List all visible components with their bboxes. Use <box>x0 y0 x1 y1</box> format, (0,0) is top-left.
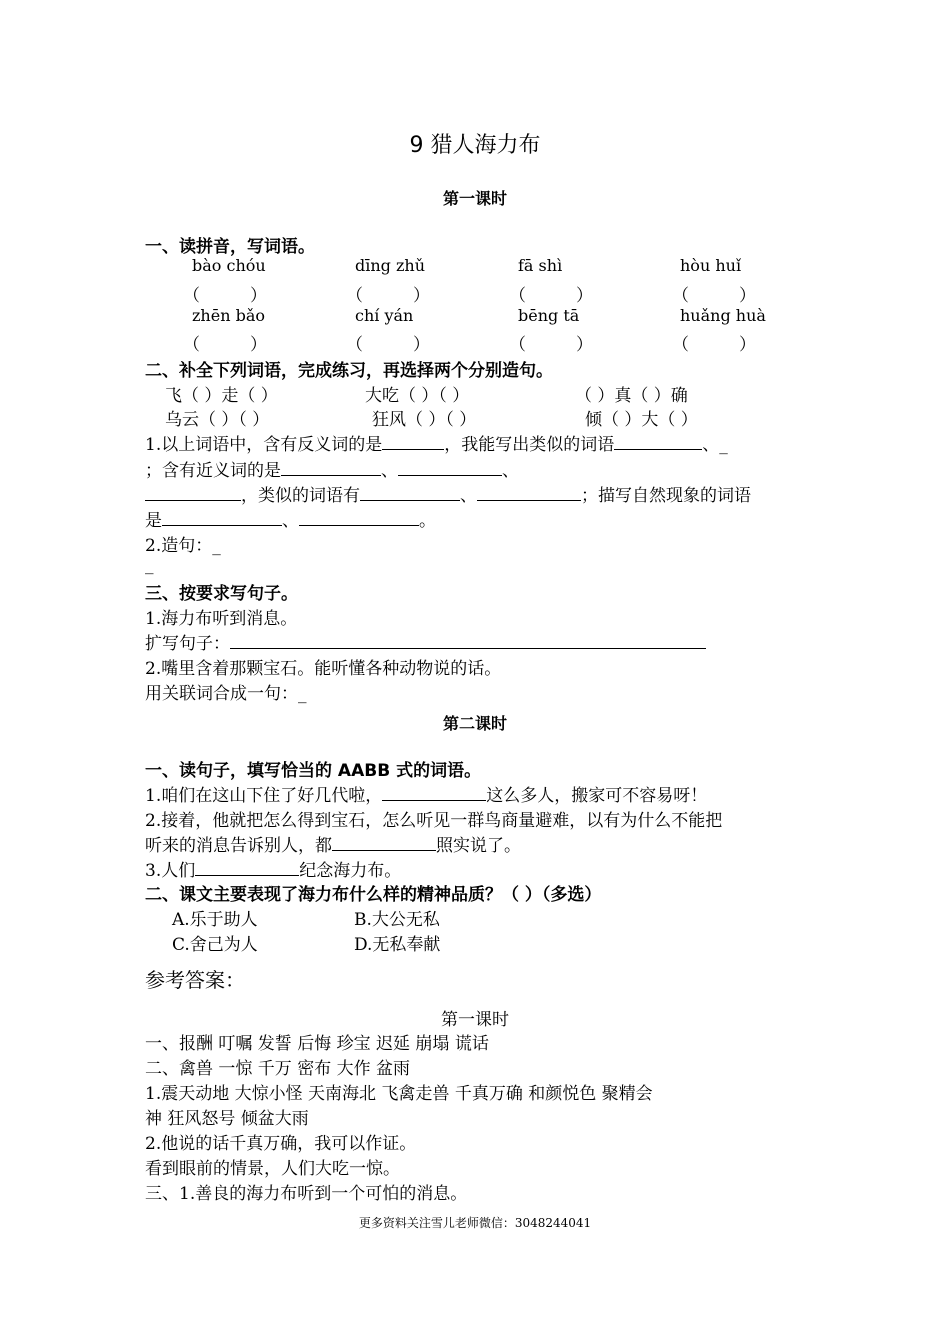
l1-q2-line5: 2.造句：_ <box>145 536 221 556</box>
answer-blank-7[interactable]: （ ） <box>509 335 593 355</box>
pinyin-houhui: hòu huǐ <box>680 256 742 275</box>
answer-line-4: 神 狂风怒号 倾盆大雨 <box>145 1109 309 1129</box>
l2-q1-title: 一、读句子，填写恰当的 AABB 式的词语。 <box>145 761 482 781</box>
pinyin-bengta: bēng tā <box>518 306 580 325</box>
answer-line-6: 看到眼前的情景，人们大吃一惊。 <box>145 1159 400 1179</box>
lesson1-heading: 第一课时 <box>442 189 507 208</box>
answer-line-1: 一、报酬 叮嘱 发誓 后悔 珍宝 迟延 崩塌 谎话 <box>145 1034 489 1054</box>
fill-blank[interactable] <box>145 484 241 501</box>
fill-blank[interactable] <box>360 484 460 501</box>
l1-q3-s1-task: 扩写句子： <box>145 629 706 654</box>
answer-blank-1[interactable]: （ ） <box>183 286 267 306</box>
answers-lesson1-heading: 第一课时 <box>441 1010 509 1030</box>
l1-q2-title: 二、补全下列词语，完成练习，再选择两个分别造句。 <box>145 361 553 381</box>
l1-q2-line4: 是 、 。 <box>145 511 436 531</box>
answer-line-3: 1.震天动地 大惊小怪 天南海北 飞禽走兽 千真万确 和颜悦色 聚精会 <box>145 1084 653 1104</box>
l1-q1-title: 一、读拼音，写词语。 <box>145 237 315 257</box>
fill-blank[interactable] <box>332 834 436 851</box>
answers-heading: 参考答案： <box>145 968 245 992</box>
l1-q3-s2: 2.嘴里含着那颗宝石。能听懂各种动物说的话。 <box>145 659 502 679</box>
footer-note: 更多资料关注雪儿老师微信：3048244041 <box>358 1216 592 1230</box>
pinyin-fashi: fā shì <box>518 256 563 275</box>
fill-blank[interactable] <box>281 459 381 476</box>
word-kuangfeng: 狂风（ ）（ ） <box>372 410 477 430</box>
word-dachi: 大吃（ ）（ ） <box>365 386 470 406</box>
option-b[interactable]: B.大公无私 <box>354 910 440 930</box>
l1-q2-line2: ；含有近义词的是 、 、 <box>145 461 519 481</box>
l1-q3-title: 三、按要求写句子。 <box>145 584 298 604</box>
fill-blank[interactable] <box>382 784 486 801</box>
fill-blank[interactable] <box>614 433 702 450</box>
lesson2-heading: 第二课时 <box>442 714 507 733</box>
answer-blank-8[interactable]: （ ） <box>672 335 756 355</box>
fill-blank[interactable] <box>382 433 444 450</box>
word-qianzhen: （ ）真（ ）确 <box>575 386 688 406</box>
expand-sentence-line[interactable] <box>230 632 706 649</box>
l2-q2-title: 二、课文主要表现了海力布什么样的精神品质？（ ）（多选） <box>145 885 602 905</box>
page-title: 9 猎人海力布 <box>409 133 541 158</box>
l2-q1-s1: 1.咱们在这山下住了好几代啦， 这么多人，搬家可不容易呀！ <box>145 786 708 806</box>
fill-blank[interactable] <box>162 509 282 526</box>
l2-q1-s2-cont: 听来的消息告诉别人，都 照实说了。 <box>145 836 521 856</box>
answer-line-7: 三、1.善良的海力布听到一个可怕的消息。 <box>145 1184 468 1204</box>
l1-q2-line1: 1.以上词语中，含有反义词的是 ，我能写出类似的词语 、_ <box>145 435 728 455</box>
pinyin-baochou: bào chóu <box>192 256 266 275</box>
answer-blank-4[interactable]: （ ） <box>672 286 756 306</box>
fill-blank[interactable] <box>299 509 419 526</box>
l1-q3-s1: 1.海力布听到消息。 <box>145 609 298 629</box>
answer-line-2: 二、禽兽 一惊 千万 密布 大作 盆雨 <box>145 1059 411 1079</box>
fill-blank[interactable] <box>477 484 581 501</box>
answer-blank-6[interactable]: （ ） <box>346 335 430 355</box>
l1-q2-line6: _ <box>145 555 154 575</box>
l1-q3-s2-task: 用关联词合成一句：_ <box>145 684 307 704</box>
answer-blank-5[interactable]: （ ） <box>183 335 267 355</box>
l2-q1-s3: 3.人们 纪念海力布。 <box>145 861 402 881</box>
answer-blank-3[interactable]: （ ） <box>509 286 593 306</box>
l1-q2-line3: ，类似的词语有 、 ；描写自然现象的词语 <box>145 481 751 506</box>
pinyin-huanghua: huǎng huà <box>680 306 766 325</box>
option-a[interactable]: A.乐于助人 <box>172 910 258 930</box>
fill-blank[interactable] <box>195 859 299 876</box>
pinyin-dingzhu: dīng zhǔ <box>355 256 426 275</box>
fill-blank[interactable] <box>398 459 502 476</box>
word-qingpen: 倾（ ）大（ ） <box>585 410 698 430</box>
word-wuyun: 乌云（ ）（ ） <box>165 410 270 430</box>
pinyin-chiyan: chí yán <box>355 306 414 325</box>
word-feiqin: 飞（ ）走（ ） <box>165 386 278 406</box>
answer-blank-2[interactable]: （ ） <box>346 286 430 306</box>
option-d[interactable]: D.无私奉献 <box>354 935 441 955</box>
answer-line-5: 2.他说的话千真万确，我可以作证。 <box>145 1134 417 1154</box>
option-c[interactable]: C.舍己为人 <box>172 935 258 955</box>
l2-q1-s2: 2.接着，他就把怎么得到宝石，怎么听见一群鸟商量避难，以有为什么不能把 <box>145 811 723 831</box>
pinyin-zhenbao: zhēn bǎo <box>192 306 266 325</box>
